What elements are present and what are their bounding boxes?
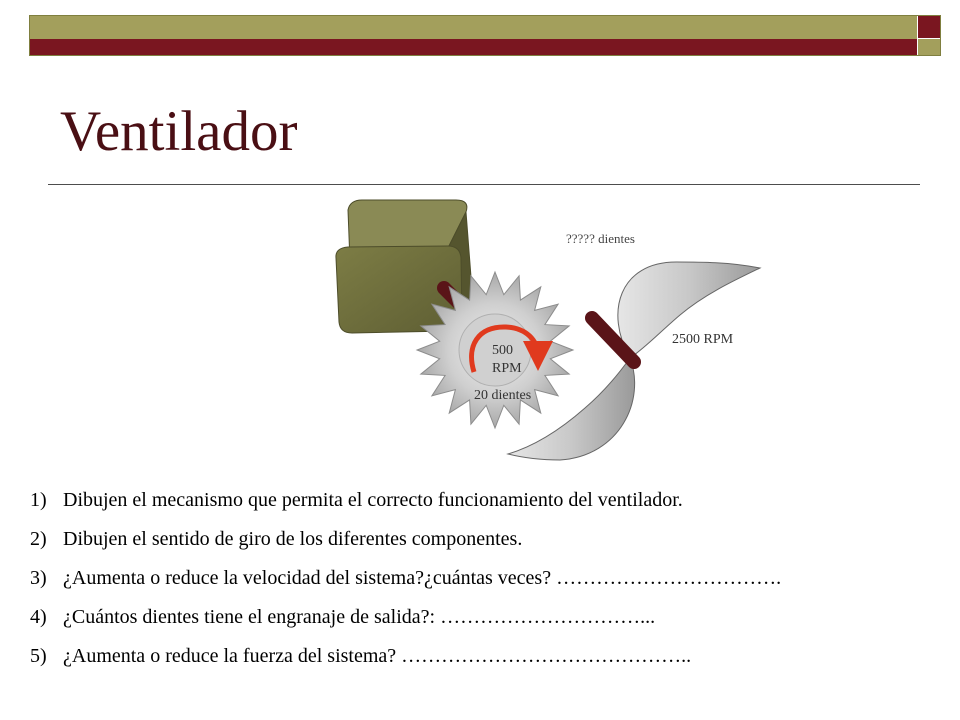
input-speed-label-line2: RPM [492,361,522,376]
question-number: 3) [30,567,47,589]
input-teeth-label: 20 dientes [474,388,532,403]
question-text: ¿Aumenta o reduce la fuerza del sistema? …………………………………….. [63,645,692,667]
input-speed-label-line1: 500 [492,343,513,358]
question-text: ¿Aumenta o reduce la velocidad del sistema?¿cuántas veces? ……………………………. [63,567,782,589]
unknown-teeth-label: ????? dientes [566,231,635,246]
output-speed-label: 2500 RPM [672,332,734,347]
question-number: 1) [30,489,47,511]
question-number: 4) [30,606,47,628]
question-text: ¿Cuántos dientes tiene el engranaje de salida?: …………………………... [63,606,656,628]
question-number: 5) [30,645,47,667]
slide-title: Ventilador [60,100,298,163]
question-number: 2) [30,528,47,550]
question-text: Dibujen el mecanismo que permita el correcto funcionamiento del ventilador. [63,489,683,511]
question-text: Dibujen el sentido de giro de los diferentes componentes. [63,528,523,550]
